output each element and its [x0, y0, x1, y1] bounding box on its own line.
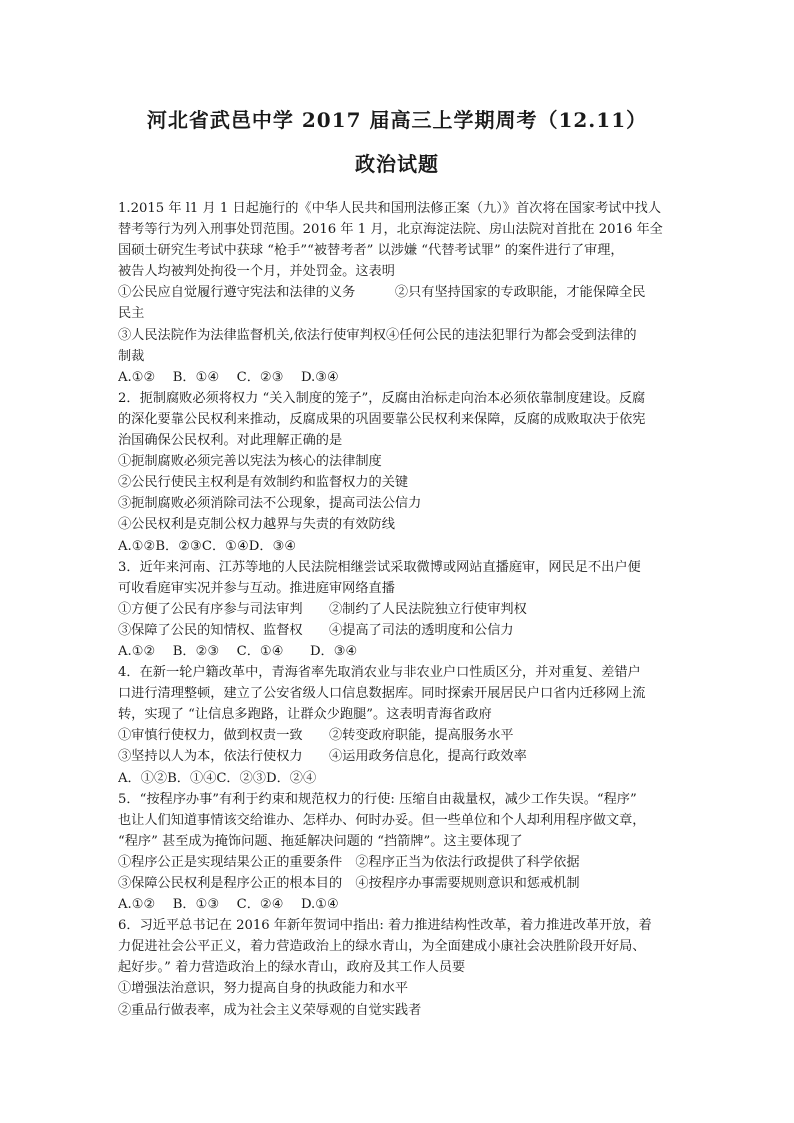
question-5 [118, 789, 686, 916]
question-line: 治国确保公民权利。对此理解正确的是 [118, 433, 343, 449]
question-line: A.①② B．①④ C．②③ D.③④ [118, 369, 339, 385]
exam-title: 河北省武邑中学 2017 届高三上学期周考（12.11） [146, 108, 648, 132]
question-line: 4．在新一轮户籍改革中，青海省率先取消农业与非农业户口性质区分，并对重复、差错户 [118, 665, 641, 681]
question-1 [118, 198, 686, 388]
question-line: 转，实现了 “让信息多跑路，让群众少跑腿”。这表明青海省政府 [118, 707, 492, 723]
question-line: ①审慎行使权力，做到权责一致 ②转变政府职能，提高服务水平 [118, 728, 514, 744]
question-line: 起好步。” 着力营造政治上的绿水青山，政府及其工作人员要 [118, 960, 466, 976]
question-line: A.①② B．②③ C．①④ D．③④ [118, 643, 358, 659]
question-6 [118, 915, 686, 1020]
question-line: 2．扼制腐败必须将权力 “关入制度的笼子”，反腐由治标走向治本必须依靠制度建设。反腐 [118, 390, 646, 406]
question-line: ③坚持以人为本，依法行使权力 ④运用政务信息化，提高行政效率 [118, 749, 527, 765]
question-line: 力促进社会公平正义，着力营造政治上的绿水青山，为全面建成小康社会决胜阶段开好局、 [118, 939, 646, 955]
question-line: ③保障公民权利是程序公正的根本目的 ④按程序办事需要规则意识和惩戒机制 [118, 876, 580, 891]
question-line: ③保障了公民的知情权、监督权 ④提高了司法的透明度和公信力 [118, 622, 514, 638]
exam-body [118, 198, 686, 1021]
question-line: ①扼制腐败必须完善以宪法为核心的法律制度 [118, 454, 382, 470]
question-line: 5．“按程序办事”有利于约束和规范权力的行使: 压缩自由裁量权，减少工作失误。“程序” [118, 791, 637, 807]
question-line: 制裁 [118, 348, 145, 364]
question-line: ③扼制腐败必须消除司法不公现象，提高司法公信力 [118, 496, 422, 512]
question-line: ④公民权利是克制公权力越界与失责的有效防线 [118, 517, 395, 533]
question-line: ②重品行做表率，成为社会主义荣辱观的自觉实践者 [118, 1002, 422, 1018]
question-line: A．①②B．①④C．②③D．②④ [118, 770, 317, 786]
question-line: 替考等行为列入刑事处罚范围。2016 年 1 月，北京海淀法院、房山法院对首批在 2016 年全 [118, 222, 663, 238]
question-2 [118, 388, 686, 557]
question-3 [118, 557, 686, 662]
question-line: 的深化要靠公民权利来推动，反腐成果的巩固要靠公民权利来保障，反腐的成败取决于依宪 [118, 411, 646, 427]
question-line: 3．近年来河南、江苏等地的人民法院相继尝试采取微博或网站直播庭审，网民足不出户便 [118, 559, 641, 575]
question-line: 也让人们知道事情该交给谁办、怎样办、何时办妥。但一些单位和个人却利用程序做文章， [118, 812, 646, 828]
question-line: ③人民法院作为法律监督机关,依法行使审判权④任何公民的违法犯罪行为都会受到法律的 [118, 327, 637, 343]
question-line: ①增强法治意识，努力提高自身的执政能力和水平 [118, 981, 409, 997]
question-line: A.①②B．②③C．①④D．③④ [118, 538, 297, 554]
question-line: 国硕士研究生考试中获球 “枪手”“被替考者” 以涉嫌 “代替考试罪” 的案件进行了审理， [118, 243, 624, 259]
question-line: A.①② B．①③ C．②④ D.①④ [118, 897, 339, 913]
question-line: 被告人均被判处拘役一个月，并处罚金。这表明 [118, 264, 395, 280]
question-line: 民主 [118, 306, 145, 322]
question-line: “程序” 甚至成为掩饰问题、拖延解决问题的 “挡箭牌”。这主要体现了 [118, 833, 523, 849]
question-line: ②公民行使民主权利是有效制约和监督权力的关键 [118, 475, 409, 491]
question-line: 6．习近平总书记在 2016 年新年贺词中指出: 着力推进结构性改革，着力推进改革开放，着 [118, 918, 652, 934]
question-line: 口进行清理整顿，建立了公安省级人口信息数据库。同时探索开展居民户口省内迁移网上流 [118, 686, 646, 702]
question-line: ①公民应自觉履行遵守宪法和法律的义务 ②只有坚持国家的专政职能，才能保障全民 [118, 285, 646, 301]
question-line: ①程序公正是实现结果公正的重要条件 ②程序正当为依法行政提供了科学依据 [118, 854, 580, 870]
exam-subtitle: 政治试题 [355, 152, 439, 176]
question-line: 1.2015 年 l1 月 1 日起施行的《中华人民共和国刑法修正案（九）》首次将在国家考试中找人 [118, 201, 662, 216]
question-line: 可收看庭审实况并参与互动。推进庭审网络直播 [118, 580, 395, 596]
question-4 [118, 662, 686, 789]
question-line: ①方便了公民有序参与司法审判 ②制约了人民法院独立行使审判权 [118, 601, 527, 617]
